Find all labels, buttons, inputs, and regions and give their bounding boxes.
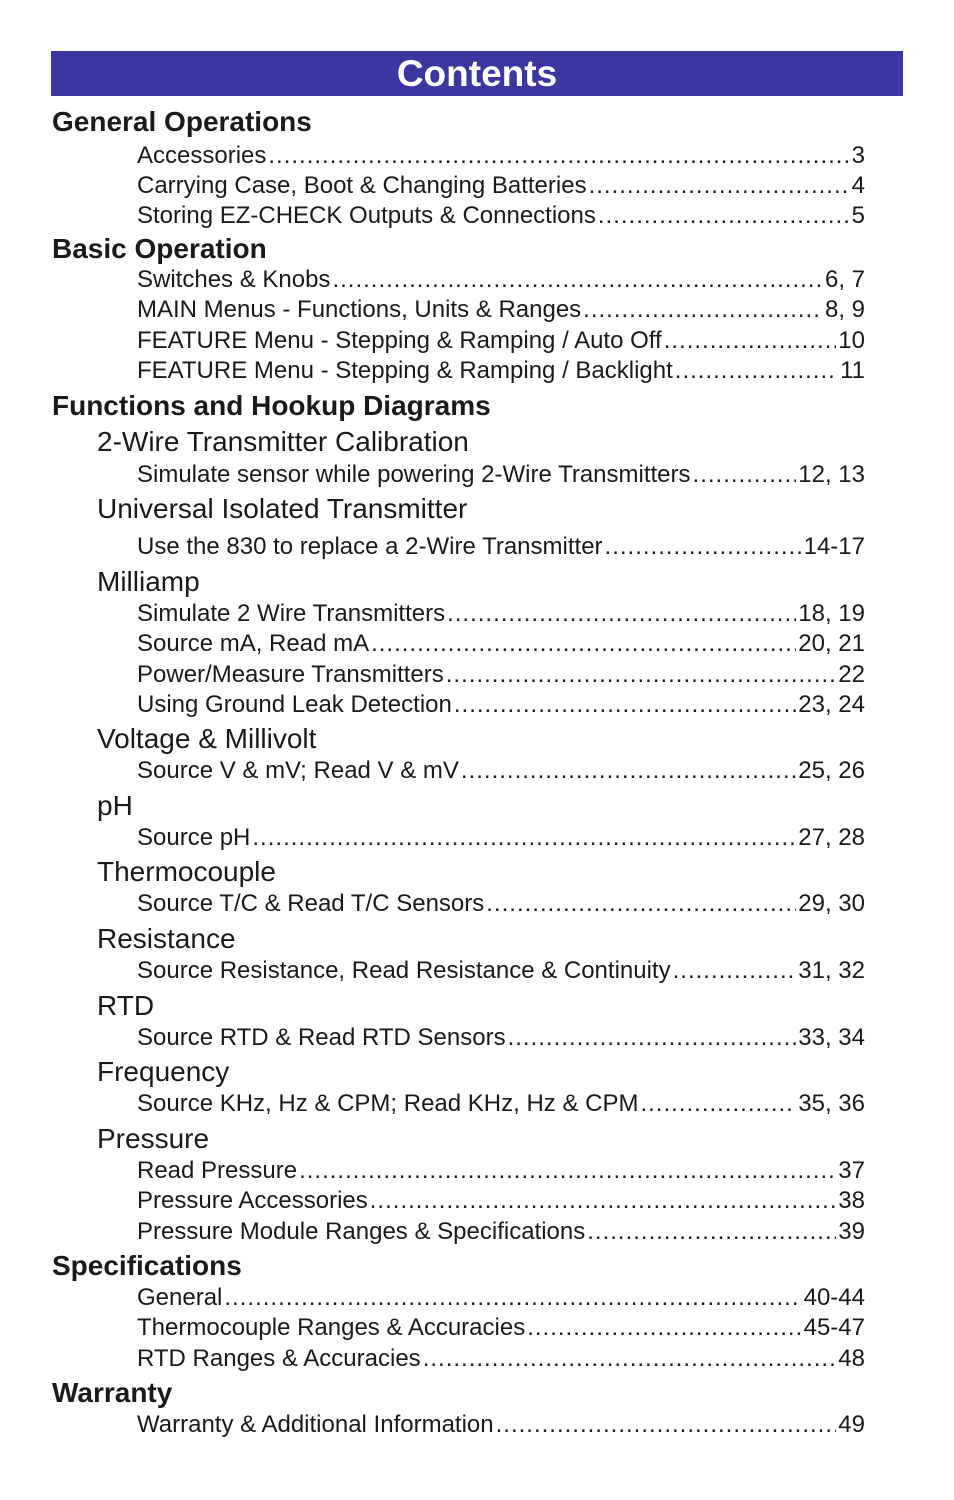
entry-label: Simulate 2 Wire Transmitters: [137, 600, 446, 627]
toc-entry[interactable]: [137, 630, 865, 660]
page-number: 39: [838, 1218, 865, 1245]
page-number: 5: [851, 202, 865, 229]
page-number: 3: [851, 142, 865, 169]
page-number: 35, 36: [798, 1090, 865, 1117]
section-heading: Functions and Hookup Diagrams: [52, 390, 491, 421]
dot-leader: [224, 1284, 801, 1312]
page-number: 49: [838, 1411, 865, 1438]
dot-leader: [371, 630, 796, 658]
subsection-heading: Thermocouple: [97, 856, 276, 887]
entry-label: General: [137, 1284, 223, 1311]
toc-entry[interactable]: [137, 1090, 865, 1120]
entry-label: FEATURE Menu - Stepping & Ramping / Auto Off: [137, 327, 662, 354]
toc-entry[interactable]: [137, 1284, 865, 1314]
toc-entry[interactable]: [137, 661, 865, 691]
page-number: 31, 32: [798, 957, 865, 984]
dot-leader: [583, 296, 823, 324]
subsection-heading: Frequency: [97, 1056, 230, 1087]
page-number: 40-44: [803, 1284, 865, 1311]
entry-label: Use the 830 to replace a 2-Wire Transmitter: [137, 533, 603, 560]
toc-entry[interactable]: [137, 172, 865, 202]
entry-label: Using Ground Leak Detection: [137, 691, 452, 718]
entry-label: Source Resistance, Read Resistance & Continuity: [137, 957, 671, 984]
dot-leader: [598, 202, 850, 230]
dot-leader: [508, 1024, 797, 1052]
dot-leader: [370, 1187, 837, 1215]
section-heading: Warranty: [52, 1377, 173, 1408]
entry-label: Switches & Knobs: [137, 266, 331, 293]
dot-leader: [693, 461, 797, 489]
page-number: 14-17: [803, 533, 865, 560]
page-number: 38: [838, 1187, 865, 1214]
toc-entry[interactable]: [137, 1345, 865, 1375]
dot-leader: [446, 661, 837, 689]
page-number: 18, 19: [798, 600, 865, 627]
toc-entry[interactable]: [137, 824, 865, 854]
entry-label: Power/Measure Transmitters: [137, 661, 444, 688]
subsection-heading: 2-Wire Transmitter Calibration: [97, 426, 469, 457]
dot-leader: [673, 957, 797, 985]
page-number: 8, 9: [824, 296, 865, 323]
entry-label: Simulate sensor while powering 2-Wire Transmitters: [137, 461, 691, 488]
entry-label: Accessories: [137, 142, 267, 169]
entry-label: Thermocouple Ranges & Accuracies: [137, 1314, 526, 1341]
dot-leader: [496, 1411, 837, 1439]
entry-label: Warranty & Additional Information: [137, 1411, 494, 1438]
page-number: 10: [838, 327, 865, 354]
subsection-heading: Resistance: [97, 923, 236, 954]
toc-entry[interactable]: [137, 202, 865, 232]
toc-entry[interactable]: [137, 533, 865, 563]
page-number: 37: [838, 1157, 865, 1184]
page-number: 45-47: [803, 1314, 865, 1341]
subsection-heading: Voltage & Millivolt: [97, 723, 317, 754]
entry-label: Read Pressure: [137, 1157, 298, 1184]
page-number: 12, 13: [798, 461, 865, 488]
subsection-heading: RTD: [97, 990, 155, 1021]
toc-entry[interactable]: [137, 757, 865, 787]
dot-leader: [461, 757, 796, 785]
page-number: 27, 28: [798, 824, 865, 851]
dot-leader: [664, 327, 837, 355]
section-heading: Basic Operation: [52, 233, 267, 264]
toc-entry[interactable]: [137, 1218, 865, 1248]
toc-entry[interactable]: [137, 691, 865, 721]
page-number: 20, 21: [798, 630, 865, 657]
subsection-heading: pH: [97, 790, 133, 821]
dot-leader: [589, 172, 850, 200]
entry-label: Pressure Accessories: [137, 1187, 368, 1214]
entry-label: Source mA, Read mA: [137, 630, 370, 657]
dot-leader: [299, 1157, 836, 1185]
dot-leader: [454, 691, 796, 719]
toc-entry[interactable]: [137, 357, 865, 387]
section-heading: General Operations: [52, 106, 312, 137]
dot-leader: [587, 1218, 836, 1246]
toc-entry[interactable]: [137, 296, 865, 326]
entry-label: Pressure Module Ranges & Specifications: [137, 1218, 586, 1245]
subsection-heading: Universal Isolated Transmitter: [97, 493, 468, 524]
subsection-heading: Pressure: [97, 1123, 210, 1154]
dot-leader: [675, 357, 838, 385]
toc-entry[interactable]: [137, 266, 865, 296]
page-number: 25, 26: [798, 757, 865, 784]
entry-label: FEATURE Menu - Stepping & Ramping / Backlight: [137, 357, 673, 384]
dot-leader: [268, 142, 849, 170]
page-number: 6, 7: [824, 266, 865, 293]
toc-entry[interactable]: [137, 600, 865, 630]
entry-label: Carrying Case, Boot & Changing Batteries: [137, 172, 587, 199]
page-number: 29, 30: [798, 890, 865, 917]
dot-leader: [527, 1314, 801, 1342]
toc-entry[interactable]: [137, 142, 865, 172]
entry-label: MAIN Menus - Functions, Units & Ranges: [137, 296, 582, 323]
entry-label: Source T/C & Read T/C Sensors: [137, 890, 485, 917]
toc-entry[interactable]: [137, 1187, 865, 1217]
page-number: 23, 24: [798, 691, 865, 718]
dot-leader: [423, 1345, 837, 1373]
entry-label: Source KHz, Hz & CPM; Read KHz, Hz & CPM: [137, 1090, 639, 1117]
entry-label: Storing EZ-CHECK Outputs & Connections: [137, 202, 596, 229]
page-number: 11: [840, 357, 865, 384]
toc-entry[interactable]: [137, 1411, 865, 1441]
dot-leader: [640, 1090, 796, 1118]
dot-leader: [252, 824, 796, 852]
entry-label: Source V & mV; Read V & mV: [137, 757, 459, 784]
toc-entry[interactable]: [137, 327, 865, 357]
section-heading: Specifications: [52, 1250, 242, 1281]
page-number: 4: [851, 172, 865, 199]
dot-leader: [332, 266, 823, 294]
entry-label: Source RTD & Read RTD Sensors: [137, 1024, 506, 1051]
page-number: 33, 34: [798, 1024, 865, 1051]
dot-leader: [605, 533, 802, 561]
subsection-heading: Milliamp: [97, 566, 200, 597]
page-number: 48: [838, 1345, 865, 1372]
toc-entry[interactable]: [137, 1157, 865, 1187]
entry-label: Source pH: [137, 824, 251, 851]
dot-leader: [447, 600, 796, 628]
page-number: 22: [838, 661, 865, 688]
toc-entry[interactable]: [137, 461, 865, 491]
toc-entry[interactable]: [137, 1024, 865, 1054]
contents-title: Contents: [51, 51, 903, 96]
entry-label: RTD Ranges & Accuracies: [137, 1345, 421, 1372]
dot-leader: [486, 890, 796, 918]
toc-entry[interactable]: [137, 1314, 865, 1344]
toc-entry[interactable]: [137, 890, 865, 920]
toc-entry[interactable]: [137, 957, 865, 987]
